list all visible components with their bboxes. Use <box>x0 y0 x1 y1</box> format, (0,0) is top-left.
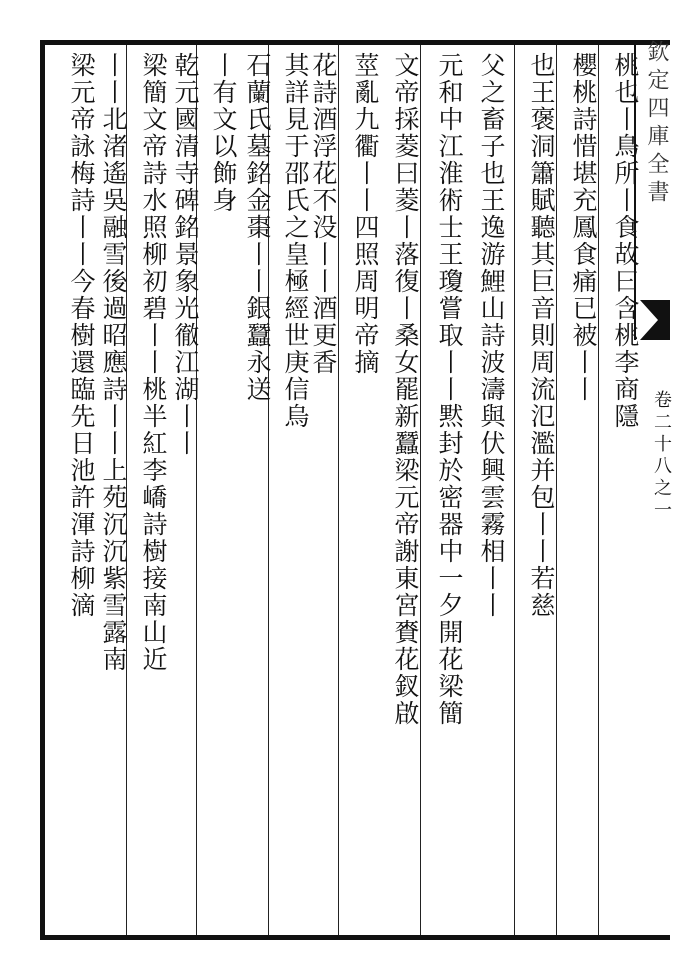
text-column: 元和中江淮術士王瓊嘗取丨丨黙封於密器中一夕開花梁簡 <box>435 52 464 727</box>
text-column: 桃也丨鳥所丨食故曰含桃李商隱 <box>611 52 640 430</box>
text-column: 丨丨北渚遙吳融雪後過昭應詩丨丨上苑沉沉紫雪露南 <box>99 52 128 673</box>
text-column: 梁簡文帝詩水照柳初碧丨丨桃半紅李嶠詩樹接南山近 <box>139 52 168 673</box>
text-column: 文帝採菱曰菱丨落復丨桑女罷新蠶梁元帝謝東宮賚花釵啟 <box>391 52 420 727</box>
text-column: 也王褒洞簫賦聽其巨音則周流氾濫并包丨丨若慈 <box>527 52 556 619</box>
text-column: 父之畜子也王逸游鯉山詩波濤與伏興雲霧相丨丨 <box>477 52 506 619</box>
text-column: 花詩酒浮花不没丨丨酒更香 <box>309 52 338 376</box>
text-column: 櫻桃詩惜堪充鳳食痛已被丨丨 <box>569 52 598 403</box>
text-column: 梁元帝詠梅詩丨丨今春樹還臨先日池許渾詩柳滴 <box>67 52 96 619</box>
text-column: 莖亂九衢丨丨四照周明帝摘 <box>351 52 380 376</box>
column-rule <box>514 45 515 935</box>
text-column-spacer <box>46 52 60 932</box>
book-title: 欽定四庫全書 <box>634 40 676 340</box>
text-column: 丨有文以飾身 <box>209 52 238 214</box>
text-column: 乾元國清寺碑銘景象光徹江湖丨丨 <box>171 52 200 457</box>
text-column: 其詳見于邵氏之皇極經世庚信烏 <box>281 52 310 430</box>
volume-label: 卷二十八之一 <box>651 390 672 522</box>
text-column: 石蘭氏墓銘金棗丨丨銀蠶永送 <box>243 52 272 403</box>
